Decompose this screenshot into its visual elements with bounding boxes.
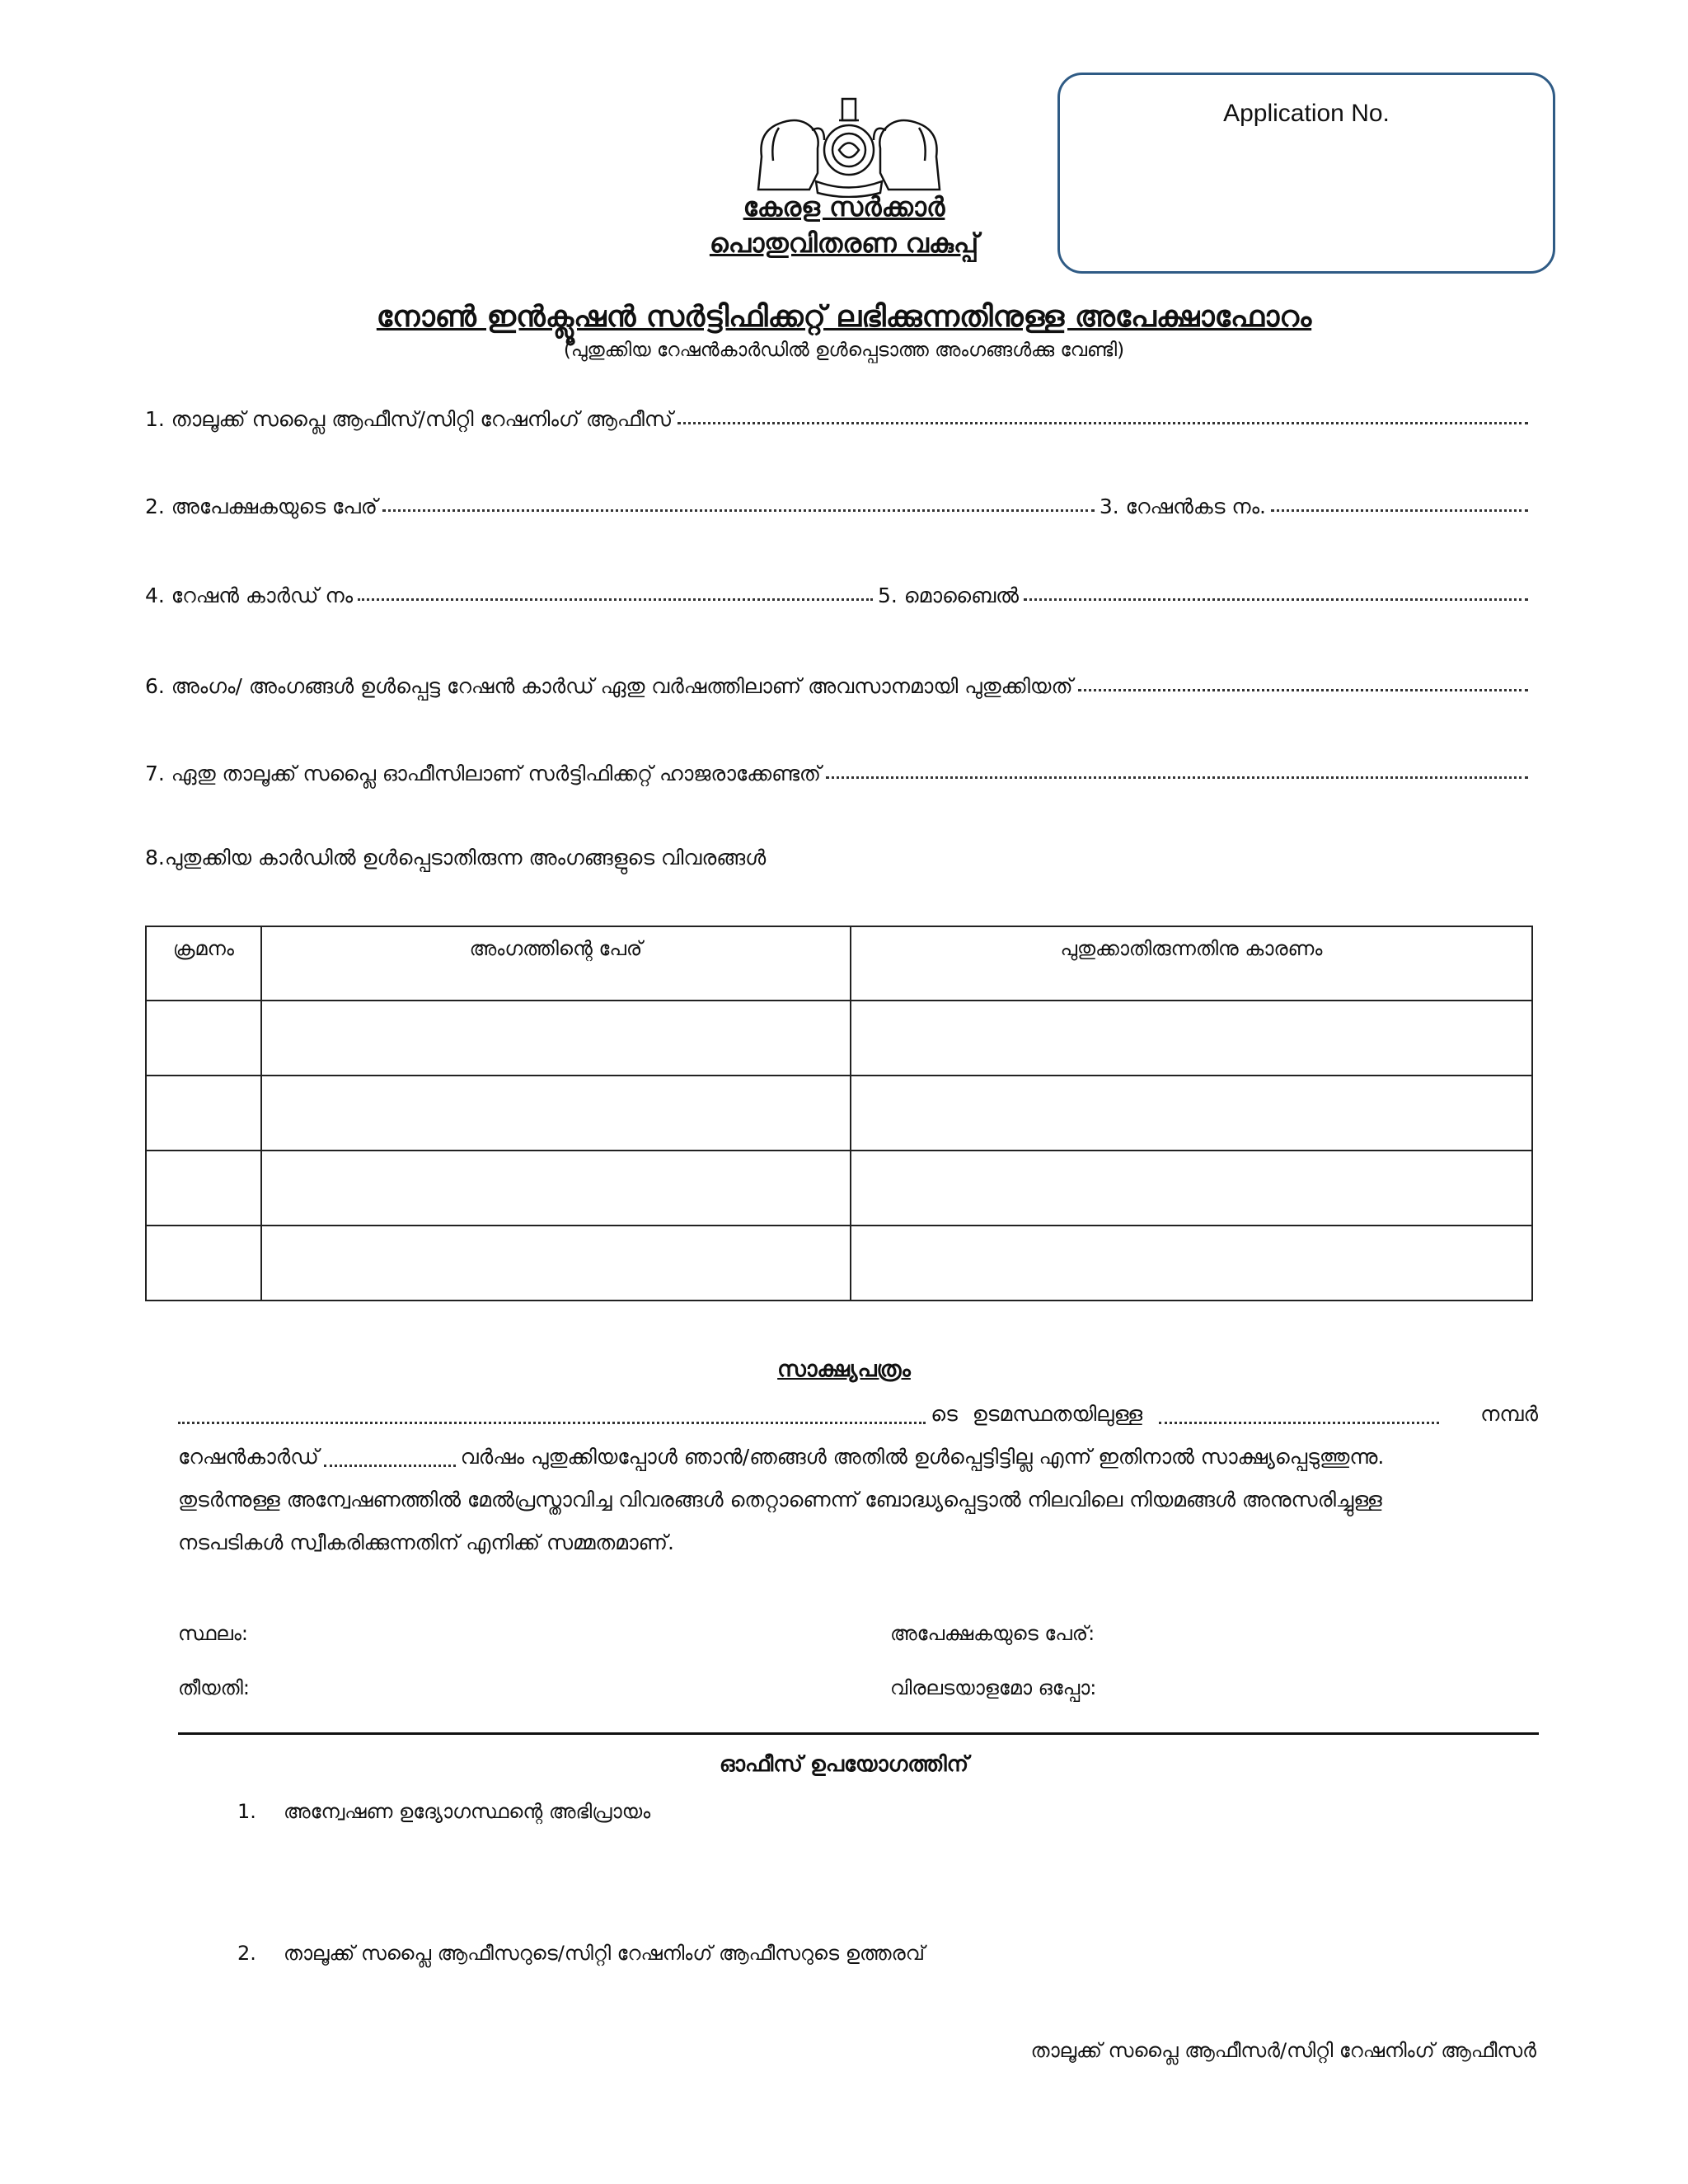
application-number-label: Application No. <box>1223 100 1390 127</box>
declaration-text-number: നമ്പർ <box>1480 1402 1538 1426</box>
field-blank-mobile[interactable] <box>1024 598 1528 601</box>
declaration-heading: സാക്ഷ്യപത്രം <box>777 1357 911 1382</box>
declaration-text-statement: വർഷം പുതുക്കിയപ്പോൾ ഞാൻ/ഞങ്ങൾ അതിൽ ഉൾപ്പെട്ടിട്ടില്ല എന്ന് ഇതിനാൽ സാക്ഷ്യപ്പെടുത്തുന്നു. <box>460 1445 1385 1469</box>
field-label-mobile: 5. മൊബൈൽ <box>877 583 1019 607</box>
field-blank-renewal-year[interactable] <box>1078 689 1528 691</box>
field-label-submit-office: 7. ഏതു താലൂക്ക് സപ്ലൈ ഓഫീസിലാണ് സർട്ടിഫിക്കറ്റ് ഹാജരാക്കേണ്ടത് <box>145 762 822 785</box>
field-label-office: 1. താലൂക്ക് സപ്ലൈ ആഫീസ്/സിറ്റി റേഷനിംഗ് ആഫീസ് <box>145 407 673 431</box>
office-item-2-text: താലൂക്ക് സപ്ലൈ ആഫീസറുടെ/സിറ്റി റേഷനിംഗ് ആഫീസറുടെ ഉത്തരവ് <box>284 1942 925 1965</box>
declaration-line-1 <box>178 1393 1538 1436</box>
declaration-blank-year[interactable] <box>324 1465 456 1467</box>
table-header-row <box>146 926 1532 1001</box>
table-cell[interactable] <box>146 1076 261 1151</box>
field-row-applicant <box>145 483 1533 519</box>
table-cell[interactable] <box>851 1076 1532 1151</box>
office-item-1-number: 1. <box>237 1800 256 1823</box>
government-name: കേരള സർക്കാർ <box>743 191 945 223</box>
table-header-reason: പുതുക്കാതിരുന്നതിനു കാരണം <box>851 926 1532 1001</box>
table-cell[interactable] <box>851 1001 1532 1076</box>
declaration-blank-number[interactable] <box>1159 1422 1439 1424</box>
signatory-designation: താലൂക്ക് സപ്ലൈ ആഫീസർ/സിറ്റി റേഷനിംഗ് ആഫീസർ <box>1030 2039 1536 2062</box>
table-header-serial: ക്രമനം <box>146 926 261 1001</box>
place-label: സ്ഥലം: <box>178 1622 248 1645</box>
field-blank-submit-office[interactable] <box>826 776 1528 779</box>
thumb-or-sign-label: വിരലടയാളമോ ഒപ്പോ: <box>890 1676 1097 1699</box>
table-cell[interactable] <box>146 1151 261 1226</box>
field-blank-office[interactable] <box>678 422 1528 424</box>
field-label-applicant-name: 2. അപേക്ഷകയുടെ പേര് <box>145 494 377 518</box>
applicant-name-label: അപേക്ഷകയുടെ പേര്: <box>890 1622 1095 1645</box>
field-label-members: 8.പുതുക്കിയ കാർഡിൽ ഉൾപ്പെടാതിരുന്ന അംഗങ്ങളുടെ വിവരങ്ങൾ <box>145 846 767 869</box>
field-row-members <box>145 834 1533 870</box>
table-cell[interactable] <box>851 1151 1532 1226</box>
date-label: തീയതി: <box>178 1676 250 1699</box>
state-emblem-icon <box>742 91 956 198</box>
department-name: പൊതുവിതരണ വകുപ്പ് <box>709 227 979 259</box>
declaration-line-3 <box>178 1479 1538 1521</box>
table-row <box>146 1151 1532 1226</box>
application-number-box[interactable] <box>1057 73 1555 274</box>
office-item-1-text: അന്വേഷണ ഉദ്യോഗസ്ഥന്റെ അഭിപ്രായം <box>284 1800 651 1823</box>
declaration-blank-owner[interactable] <box>178 1422 926 1424</box>
declaration-text-owner: ടെ ഉടമസ്ഥതയിലുള്ള <box>931 1402 1143 1426</box>
field-label-ration-card: 4. റേഷൻ കാർഡ് നം <box>145 583 354 607</box>
field-blank-ration-card[interactable] <box>358 598 873 601</box>
table-header-member-name: അംഗത്തിന്റെ പേര് <box>261 926 851 1001</box>
field-row-office <box>145 396 1533 432</box>
field-blank-applicant-name[interactable] <box>382 509 1095 512</box>
table-row <box>146 1001 1532 1076</box>
field-row-card <box>145 572 1533 608</box>
field-label-renewal-year: 6. അംഗം/ അംഗങ്ങൾ ഉൾപ്പെട്ട റേഷൻ കാർഡ് ഏതു വർഷത്തിലാണ് അവസാനമായി പുതുക്കിയത് <box>145 674 1073 698</box>
table-cell[interactable] <box>261 1151 851 1226</box>
declaration-text-card: റേഷൻകാർഡ് <box>178 1445 319 1469</box>
table-cell[interactable] <box>146 1226 261 1301</box>
table-cell[interactable] <box>146 1001 261 1076</box>
field-row-renewal-year <box>145 663 1533 699</box>
declaration-line-2 <box>178 1436 1538 1479</box>
declaration-line-4 <box>178 1521 1538 1564</box>
table-cell[interactable] <box>261 1076 851 1151</box>
field-label-ration-shop: 3. റേഷൻകട നം. <box>1099 494 1266 518</box>
form-title: നോൺ ഇൻക്ലൂഷൻ സർട്ടിഫിക്കറ്റ് ലഭിക്കുന്നതിനുള്ള അപേക്ഷാഫോറം <box>376 300 1312 334</box>
declaration-text-consequence: തുടർന്നുള്ള അന്വേഷണത്തിൽ മേൽപ്രസ്താവിച്ച വിവരങ്ങൾ തെറ്റാണെന്ന് ബോദ്ധ്യപ്പെട്ടാൽ നിലവിലെ നിയമങ്ങൾ അനുസരിച്ചുള്ള <box>178 1488 1382 1511</box>
table-cell[interactable] <box>851 1226 1532 1301</box>
office-section-divider <box>178 1732 1539 1735</box>
office-use-heading: ഓഫീസ് ഉപയോഗത്തിന് <box>719 1752 969 1777</box>
declaration-text-consent: നടപടികൾ സ്വീകരിക്കുന്നതിന് എനിക്ക് സമ്മതമാണ്. <box>178 1530 674 1554</box>
office-item-2-number: 2. <box>237 1942 256 1965</box>
table-row <box>146 1076 1532 1151</box>
declaration-body <box>178 1393 1538 1564</box>
members-table <box>145 926 1533 1301</box>
table-row <box>146 1226 1532 1301</box>
field-row-submit-office <box>145 750 1533 786</box>
form-subtitle: (പുതുക്കിയ റേഷൻകാർഡിൽ ഉൾപ്പെടാത്ത അംഗങ്ങൾക്കു വേണ്ടി) <box>563 340 1125 361</box>
table-cell[interactable] <box>261 1001 851 1076</box>
table-cell[interactable] <box>261 1226 851 1301</box>
field-blank-ration-shop[interactable] <box>1271 509 1528 512</box>
